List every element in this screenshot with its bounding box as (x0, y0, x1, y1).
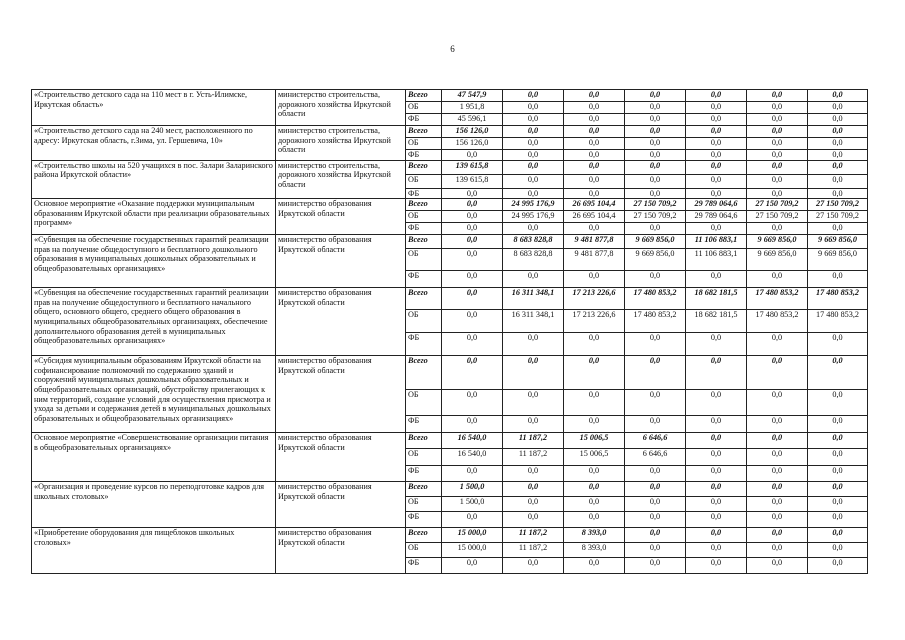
funding-source: ОБ (406, 211, 442, 223)
funding-source: Всего (406, 90, 442, 102)
activity-name: «Приобретение оборудования для пищеблоков школьных столовых» (32, 528, 276, 574)
funding-value: 0,0 (503, 390, 564, 416)
funding-value: 0,0 (564, 390, 625, 416)
funding-value: 0,0 (808, 150, 868, 161)
funding-value: 27 150 709,2 (747, 211, 808, 223)
funding-value: 47 547,9 (442, 90, 503, 102)
funding-source: ОБ (406, 449, 442, 466)
funding-value: 9 669 856,0 (747, 235, 808, 249)
funding-value: 0,0 (564, 223, 625, 235)
table-row (32, 356, 868, 390)
funding-value: 0,0 (503, 188, 564, 199)
funding-value: 0,0 (625, 512, 686, 528)
funding-source: ОБ (406, 249, 442, 271)
funding-value: 0,0 (442, 333, 503, 356)
table-body (32, 90, 868, 574)
funding-value: 11 106 883,1 (686, 235, 747, 249)
funding-value: 0,0 (808, 433, 868, 449)
funding-value: 27 150 709,2 (747, 199, 808, 211)
funding-value: 0,0 (625, 271, 686, 288)
funding-source: Всего (406, 160, 442, 174)
funding-value: 0,0 (686, 390, 747, 416)
funding-value: 0,0 (686, 223, 747, 235)
funding-value: 0,0 (442, 390, 503, 416)
funding-value: 0,0 (564, 482, 625, 497)
funding-value: 0,0 (747, 449, 808, 466)
funding-value: 27 150 709,2 (808, 211, 868, 223)
funding-value: 0,0 (747, 482, 808, 497)
funding-value: 0,0 (564, 466, 625, 482)
funding-value: 0,0 (686, 433, 747, 449)
activity-name: «Организация и проведение курсов по переподготовке кадров для школьных столовых» (32, 482, 276, 528)
funding-value: 26 695 104,4 (564, 211, 625, 223)
funding-value: 9 481 877,8 (564, 249, 625, 271)
funding-value: 8 683 828,8 (503, 235, 564, 249)
funding-value: 24 995 176,9 (503, 211, 564, 223)
funding-source: ФБ (406, 512, 442, 528)
funding-value: 0,0 (808, 188, 868, 199)
funding-value: 8 393,0 (564, 543, 625, 558)
funding-value: 0,0 (747, 102, 808, 114)
funding-value: 0,0 (625, 333, 686, 356)
funding-value: 0,0 (808, 497, 868, 512)
funding-source: ФБ (406, 114, 442, 126)
funding-value: 17 480 853,2 (808, 288, 868, 310)
funding-value: 0,0 (442, 558, 503, 574)
funding-value: 0,0 (747, 416, 808, 433)
funding-value: 1 500,0 (442, 482, 503, 497)
funding-value: 0,0 (503, 416, 564, 433)
responsible-executor: министерство строительства, дорожного хозяйства Иркутской области (276, 126, 406, 161)
funding-value: 0,0 (625, 138, 686, 150)
funding-value: 15 006,5 (564, 433, 625, 449)
funding-value: 17 480 853,2 (808, 310, 868, 333)
funding-value: 0,0 (442, 199, 503, 211)
funding-value: 0,0 (686, 482, 747, 497)
funding-value: 0,0 (808, 138, 868, 150)
funding-value: 16 540,0 (442, 433, 503, 449)
funding-value: 0,0 (442, 356, 503, 390)
funding-value: 17 213 226,6 (564, 310, 625, 333)
funding-value: 17 213 226,6 (564, 288, 625, 310)
activity-name: «Строительство детского сада на 110 мест в г. Усть-Илимске, Иркутская область» (32, 90, 276, 126)
funding-value: 0,0 (686, 90, 747, 102)
funding-value: 0,0 (808, 102, 868, 114)
funding-value: 0,0 (747, 223, 808, 235)
funding-value: 0,0 (625, 90, 686, 102)
funding-value: 0,0 (503, 102, 564, 114)
funding-value: 9 669 856,0 (625, 235, 686, 249)
funding-value: 0,0 (503, 114, 564, 126)
funding-value: 0,0 (686, 497, 747, 512)
funding-source: ФБ (406, 416, 442, 433)
funding-value: 0,0 (747, 150, 808, 161)
funding-value: 0,0 (564, 126, 625, 138)
funding-value: 0,0 (625, 416, 686, 433)
funding-value: 15 006,5 (564, 449, 625, 466)
funding-source: Всего (406, 199, 442, 211)
activity-name: «Строительство школы на 520 учащихся в пос. Залари Заларинского района Иркутской области» (32, 160, 276, 199)
page-number: 6 (450, 44, 455, 54)
program-table (31, 89, 868, 574)
funding-source: ОБ (406, 310, 442, 333)
responsible-executor: министерство образования Иркутской области (276, 356, 406, 433)
funding-value: 18 682 181,5 (686, 310, 747, 333)
funding-value: 17 480 853,2 (625, 310, 686, 333)
table-row (32, 199, 868, 211)
table-row (32, 482, 868, 497)
funding-value: 0,0 (564, 114, 625, 126)
funding-source: ОБ (406, 543, 442, 558)
funding-value: 0,0 (442, 310, 503, 333)
funding-value: 0,0 (503, 90, 564, 102)
funding-value: 0,0 (625, 528, 686, 543)
funding-value: 16 311 348,1 (503, 288, 564, 310)
funding-value: 0,0 (808, 528, 868, 543)
funding-value: 0,0 (686, 449, 747, 466)
funding-value: 0,0 (686, 466, 747, 482)
funding-value: 0,0 (808, 482, 868, 497)
funding-value: 0,0 (564, 558, 625, 574)
funding-value: 0,0 (503, 174, 564, 188)
funding-value: 0,0 (564, 138, 625, 150)
funding-value: 0,0 (747, 528, 808, 543)
funding-value: 0,0 (625, 160, 686, 174)
funding-value: 29 789 064,6 (686, 211, 747, 223)
funding-value: 0,0 (442, 223, 503, 235)
funding-value: 9 669 856,0 (808, 235, 868, 249)
table-row (32, 235, 868, 249)
funding-value: 0,0 (625, 482, 686, 497)
funding-value: 0,0 (503, 558, 564, 574)
funding-value: 0,0 (503, 138, 564, 150)
funding-value: 11 187,2 (503, 543, 564, 558)
funding-source: ОБ (406, 174, 442, 188)
funding-value: 45 596,1 (442, 114, 503, 126)
funding-source: Всего (406, 288, 442, 310)
funding-value: 139 615,8 (442, 160, 503, 174)
funding-value: 0,0 (808, 390, 868, 416)
funding-value: 0,0 (564, 160, 625, 174)
responsible-executor: министерство образования Иркутской области (276, 528, 406, 574)
funding-value: 0,0 (686, 528, 747, 543)
funding-value: 0,0 (808, 174, 868, 188)
funding-value: 29 789 064,6 (686, 199, 747, 211)
funding-value: 6 646,6 (625, 433, 686, 449)
funding-value: 0,0 (442, 288, 503, 310)
funding-value: 0,0 (808, 449, 868, 466)
responsible-executor: министерство строительства, дорожного хозяйства Иркутской области (276, 90, 406, 126)
funding-value: 0,0 (503, 223, 564, 235)
funding-value: 0,0 (625, 114, 686, 126)
funding-value: 15 000,0 (442, 543, 503, 558)
funding-value: 0,0 (747, 126, 808, 138)
funding-value: 15 000,0 (442, 528, 503, 543)
funding-value: 0,0 (808, 416, 868, 433)
funding-value: 0,0 (564, 356, 625, 390)
funding-value: 0,0 (503, 150, 564, 161)
activity-name: «Строительство детского сада на 240 мест, расположенного по адресу: Иркутская область, г.Зима, ул. Гершевича, 10» (32, 126, 276, 161)
funding-value: 11 106 883,1 (686, 249, 747, 271)
funding-value: 0,0 (747, 390, 808, 416)
funding-value: 0,0 (686, 188, 747, 199)
funding-value: 0,0 (686, 558, 747, 574)
funding-value: 16 311 348,1 (503, 310, 564, 333)
funding-value: 27 150 709,2 (625, 199, 686, 211)
funding-value: 0,0 (747, 333, 808, 356)
funding-value: 0,0 (564, 150, 625, 161)
funding-value: 0,0 (564, 333, 625, 356)
funding-value: 0,0 (686, 271, 747, 288)
funding-value: 0,0 (503, 356, 564, 390)
funding-value: 0,0 (686, 150, 747, 161)
activity-name: «Субвенция на обеспечение государственных гарантий реализации прав на получение общедоступного и бесплатного начального общего, основного общего, среднего общего образования в муниципальных общеобразовательных организациях, обеспечение дополнительного образования детей в муниципальных общеобразовательных организациях» (32, 288, 276, 356)
activity-name: «Субсидия муниципальным образованиям Иркутской области на софинансирование полномочий по содержанию зданий и сооружений муниципальных дошкольных образовательных и общеобразовательных организаций, обустройству прилегающих к ним территорий, создание условий для осуществления присмотра и ухода за детьми и содержания детей в муниципальных дошкольных образовательных и общеобразовательных организациях» (32, 356, 276, 433)
funding-value: 0,0 (747, 497, 808, 512)
funding-value: 0,0 (686, 114, 747, 126)
funding-value: 0,0 (686, 160, 747, 174)
funding-value: 0,0 (625, 390, 686, 416)
funding-value: 0,0 (625, 188, 686, 199)
funding-value: 0,0 (686, 138, 747, 150)
activity-name: Основное мероприятие «Совершенствование организации питания в общеобразовательных организациях» (32, 433, 276, 482)
responsible-executor: министерство образования Иркутской области (276, 482, 406, 528)
funding-value: 11 187,2 (503, 433, 564, 449)
funding-value: 156 126,0 (442, 126, 503, 138)
funding-source: Всего (406, 528, 442, 543)
funding-source: ФБ (406, 558, 442, 574)
funding-value: 8 393,0 (564, 528, 625, 543)
funding-value: 0,0 (808, 558, 868, 574)
funding-value: 0,0 (747, 138, 808, 150)
activity-name: Основное мероприятие «Оказание поддержки муниципальным образованиям Иркутской области при реализации образовательных программ» (32, 199, 276, 235)
funding-value: 0,0 (564, 102, 625, 114)
funding-value: 0,0 (747, 271, 808, 288)
table-row (32, 288, 868, 310)
funding-value: 0,0 (625, 497, 686, 512)
funding-value: 0,0 (747, 558, 808, 574)
funding-value: 0,0 (564, 416, 625, 433)
responsible-executor: министерство образования Иркутской области (276, 433, 406, 482)
funding-value: 0,0 (808, 271, 868, 288)
funding-value: 0,0 (442, 188, 503, 199)
funding-value: 24 995 176,9 (503, 199, 564, 211)
funding-value: 17 480 853,2 (747, 288, 808, 310)
funding-source: ОБ (406, 390, 442, 416)
funding-value: 0,0 (747, 188, 808, 199)
funding-value: 0,0 (747, 114, 808, 126)
funding-source: Всего (406, 433, 442, 449)
funding-value: 11 187,2 (503, 528, 564, 543)
funding-value: 26 695 104,4 (564, 199, 625, 211)
funding-value: 0,0 (747, 466, 808, 482)
funding-value: 0,0 (503, 466, 564, 482)
funding-value: 0,0 (808, 90, 868, 102)
responsible-executor: министерство образования Иркутской области (276, 235, 406, 288)
table-row (32, 126, 868, 138)
funding-value: 156 126,0 (442, 138, 503, 150)
funding-value: 0,0 (625, 466, 686, 482)
table-row (32, 90, 868, 102)
funding-value: 0,0 (625, 356, 686, 390)
funding-value: 0,0 (442, 235, 503, 249)
funding-value: 18 682 181,5 (686, 288, 747, 310)
funding-value: 0,0 (686, 126, 747, 138)
funding-source: ФБ (406, 188, 442, 199)
funding-value: 0,0 (747, 543, 808, 558)
funding-value: 27 150 709,2 (625, 211, 686, 223)
funding-value: 0,0 (564, 174, 625, 188)
funding-value: 0,0 (503, 333, 564, 356)
funding-source: ОБ (406, 102, 442, 114)
funding-value: 0,0 (686, 356, 747, 390)
funding-value: 0,0 (747, 160, 808, 174)
funding-value: 0,0 (747, 433, 808, 449)
funding-value: 0,0 (503, 271, 564, 288)
funding-source: ФБ (406, 223, 442, 235)
funding-value: 0,0 (808, 356, 868, 390)
funding-source: ФБ (406, 466, 442, 482)
funding-value: 0,0 (442, 416, 503, 433)
funding-source: Всего (406, 235, 442, 249)
funding-source: Всего (406, 126, 442, 138)
table-row (32, 160, 868, 174)
funding-value: 0,0 (442, 466, 503, 482)
funding-value: 0,0 (686, 512, 747, 528)
funding-value: 0,0 (503, 126, 564, 138)
funding-value: 0,0 (503, 160, 564, 174)
funding-value: 0,0 (442, 150, 503, 161)
responsible-executor: министерство строительства, дорожного хозяйства Иркутской области (276, 160, 406, 199)
table-row (32, 433, 868, 449)
funding-value: 0,0 (808, 160, 868, 174)
funding-value: 0,0 (564, 188, 625, 199)
funding-source: Всего (406, 356, 442, 390)
funding-value: 11 187,2 (503, 449, 564, 466)
funding-value: 0,0 (625, 102, 686, 114)
funding-value: 1 951,8 (442, 102, 503, 114)
funding-value: 0,0 (686, 333, 747, 356)
funding-value: 0,0 (564, 512, 625, 528)
funding-value: 0,0 (442, 512, 503, 528)
funding-value: 0,0 (808, 333, 868, 356)
funding-value: 9 669 856,0 (747, 249, 808, 271)
funding-value: 0,0 (503, 497, 564, 512)
funding-value: 6 646,6 (625, 449, 686, 466)
funding-value: 0,0 (686, 102, 747, 114)
funding-value: 0,0 (625, 543, 686, 558)
funding-source: Всего (406, 482, 442, 497)
funding-value: 0,0 (442, 249, 503, 271)
funding-value: 17 480 853,2 (625, 288, 686, 310)
funding-value: 0,0 (808, 223, 868, 235)
funding-value: 0,0 (808, 126, 868, 138)
funding-source: ОБ (406, 497, 442, 512)
funding-value: 0,0 (503, 482, 564, 497)
funding-source: ОБ (406, 138, 442, 150)
funding-source: ФБ (406, 150, 442, 161)
funding-value: 0,0 (442, 271, 503, 288)
funding-value: 17 480 853,2 (747, 310, 808, 333)
funding-source: ФБ (406, 271, 442, 288)
funding-value: 9 669 856,0 (808, 249, 868, 271)
funding-value: 9 669 856,0 (625, 249, 686, 271)
funding-value: 0,0 (442, 211, 503, 223)
funding-value: 0,0 (808, 114, 868, 126)
funding-value: 0,0 (625, 150, 686, 161)
funding-value: 0,0 (625, 558, 686, 574)
funding-value: 0,0 (808, 543, 868, 558)
funding-value: 0,0 (564, 271, 625, 288)
table-row (32, 528, 868, 543)
funding-value: 0,0 (686, 416, 747, 433)
funding-value: 0,0 (747, 356, 808, 390)
funding-value: 0,0 (808, 466, 868, 482)
funding-value: 0,0 (625, 174, 686, 188)
funding-value: 0,0 (747, 512, 808, 528)
funding-value: 0,0 (503, 512, 564, 528)
funding-source: ФБ (406, 333, 442, 356)
funding-value: 27 150 709,2 (808, 199, 868, 211)
funding-value: 0,0 (686, 174, 747, 188)
funding-value: 0,0 (747, 90, 808, 102)
funding-value: 1 500,0 (442, 497, 503, 512)
funding-value: 0,0 (747, 174, 808, 188)
activity-name: «Субвенция на обеспечение государственных гарантий реализации прав на получение общедоступного и бесплатного дошкольного образования в муниципальных дошкольных образовательных и общеобразовательных организациях» (32, 235, 276, 288)
funding-value: 0,0 (564, 90, 625, 102)
funding-value: 8 683 828,8 (503, 249, 564, 271)
funding-value: 0,0 (686, 543, 747, 558)
funding-value: 9 481 877,8 (564, 235, 625, 249)
funding-value: 0,0 (625, 223, 686, 235)
funding-value: 0,0 (564, 497, 625, 512)
funding-value: 0,0 (808, 512, 868, 528)
funding-value: 139 615,8 (442, 174, 503, 188)
responsible-executor: министерство образования Иркутской области (276, 288, 406, 356)
responsible-executor: министерство образования Иркутской области (276, 199, 406, 235)
funding-value: 16 540,0 (442, 449, 503, 466)
funding-value: 0,0 (625, 126, 686, 138)
